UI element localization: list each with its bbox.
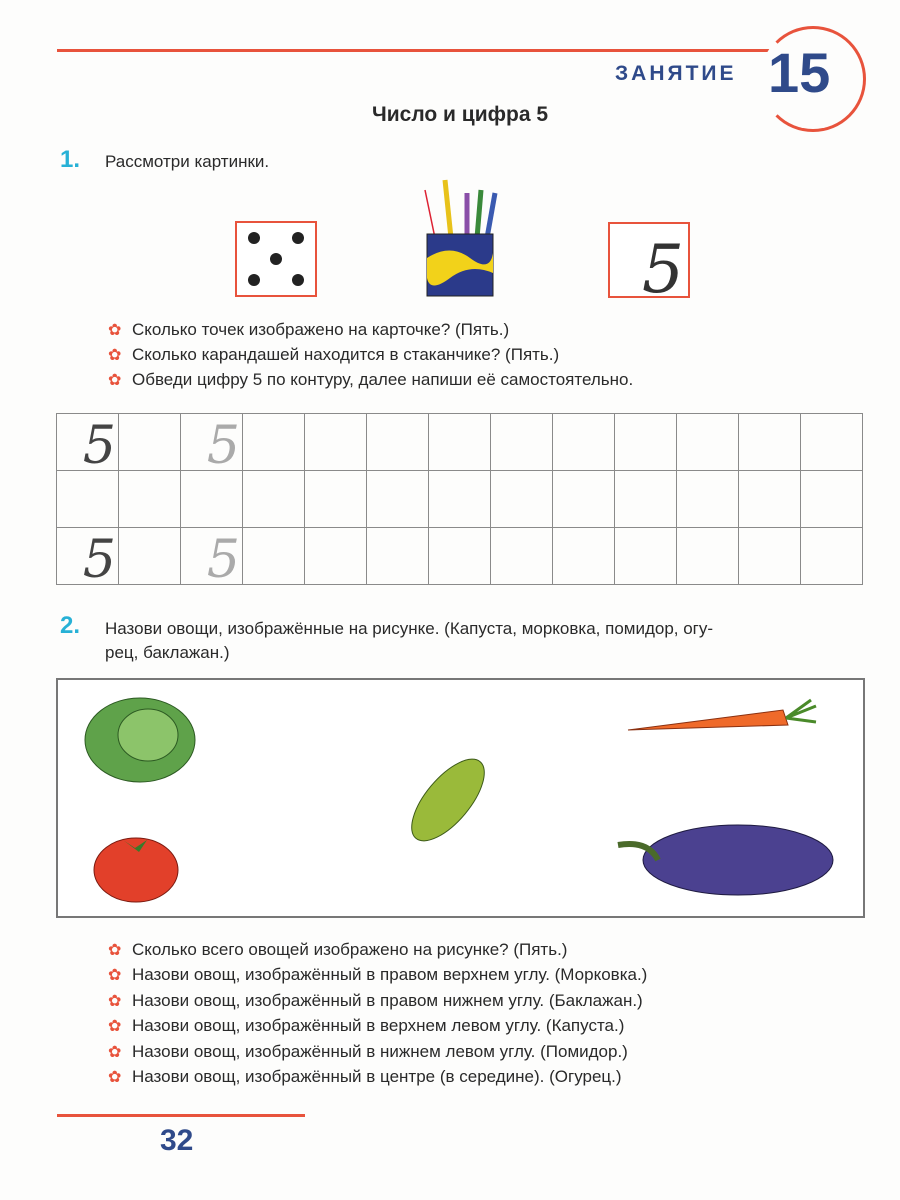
cucumber-icon xyxy=(399,748,497,853)
question: Сколько всего овощей изображено на рисунке? (Пять.) xyxy=(132,939,568,959)
task-2-line: рец, баклажан.) xyxy=(105,643,230,662)
flower-bullet-icon: ✿ xyxy=(108,941,122,959)
flower-bullet-icon: ✿ xyxy=(108,967,122,985)
digit-card xyxy=(608,222,690,298)
flower-bullet-icon: ✿ xyxy=(108,321,122,339)
question: Назови овощ, изображённый в правом верхнем углу. (Морковка.) xyxy=(132,965,648,985)
tomato-icon xyxy=(94,838,178,902)
question: Назови овощ, изображённый в верхнем левом углу. (Капуста.) xyxy=(132,1016,625,1036)
dots-card xyxy=(235,221,317,297)
trace-digit: 5 xyxy=(206,416,240,476)
page-title: Число и цифра 5 xyxy=(371,103,549,126)
flower-bullet-icon: ✿ xyxy=(108,1018,122,1036)
five-dots-icon xyxy=(237,223,315,295)
traced-digit: 5 xyxy=(82,530,116,590)
flower-bullet-icon: ✿ xyxy=(108,992,122,1010)
card-digit: 5 xyxy=(642,231,684,298)
task-2-number: 2. xyxy=(60,612,81,639)
question: Сколько карандашей находится в стаканчике? (Пять.) xyxy=(132,344,560,364)
flower-bullet-icon: ✿ xyxy=(108,1069,122,1087)
vegetables-illustration xyxy=(58,680,863,916)
question: Назови овощ, изображённый в нижнем левом углу. (Помидор.) xyxy=(132,1041,628,1061)
task-1-number: 1. xyxy=(60,146,81,173)
lesson-number: 15 xyxy=(768,41,831,104)
task-2-line: Назови овощи, изображённые на рисунке. (Капуста, морковка, помидор, огу- xyxy=(105,619,714,638)
cabbage-icon xyxy=(85,698,195,782)
question: Сколько точек изображено на карточке? (Пять.) xyxy=(132,319,510,339)
footer-rule xyxy=(57,1114,305,1117)
task-2-text xyxy=(105,617,713,665)
task-1-questions xyxy=(108,317,633,392)
lesson-label: ЗАНЯТИЕ xyxy=(615,62,737,85)
page-number: 32 xyxy=(160,1124,194,1157)
question: Назови овощ, изображённый в центре (в середине). (Огурец.) xyxy=(132,1067,622,1087)
eggplant-icon xyxy=(618,825,833,895)
vegetables-picture xyxy=(56,678,865,918)
carrot-icon xyxy=(628,700,816,730)
question: Назови овощ, изображённый в правом нижнем углу. (Баклажан.) xyxy=(132,990,643,1010)
pencil-cup-icon xyxy=(415,178,505,298)
writing-grid xyxy=(56,413,863,590)
flower-bullet-icon: ✿ xyxy=(108,371,122,389)
question: Обведи цифру 5 по контуру, далее напиши её самостоятельно. xyxy=(132,369,634,389)
task-1-text: Рассмотри картинки. xyxy=(105,152,270,171)
flower-bullet-icon: ✿ xyxy=(108,346,122,364)
header-rule xyxy=(57,49,772,52)
trace-digit: 5 xyxy=(206,530,240,590)
flower-bullet-icon: ✿ xyxy=(108,1043,122,1061)
task-2-questions xyxy=(108,937,647,1090)
traced-digit: 5 xyxy=(82,416,116,476)
